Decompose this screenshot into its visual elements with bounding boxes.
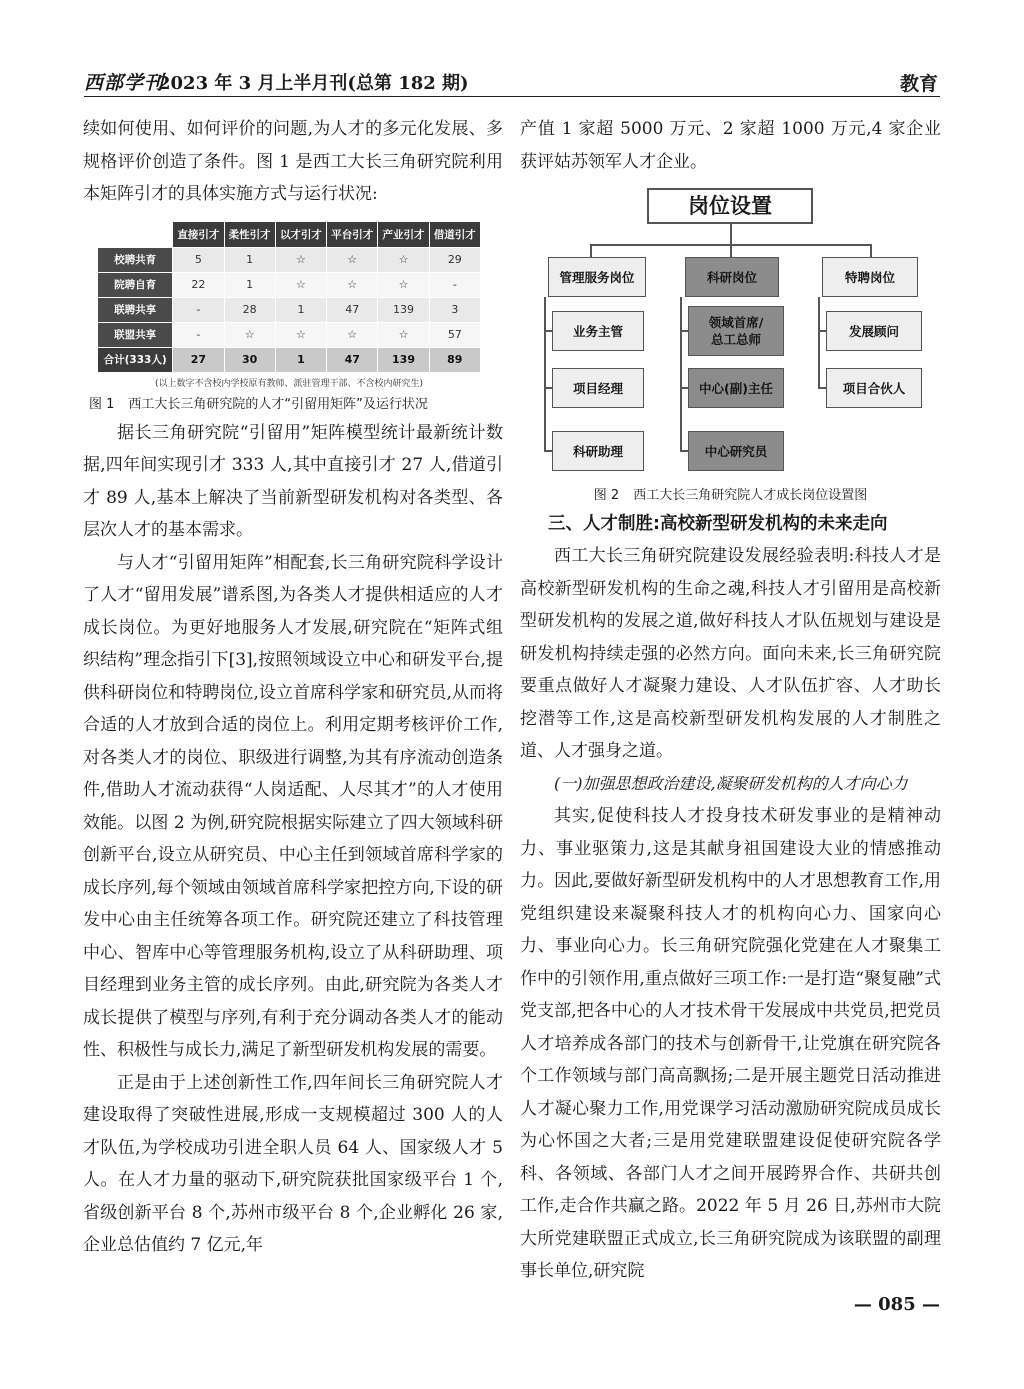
table-cell: ☆ bbox=[378, 247, 429, 272]
column-header: 借道引才 bbox=[429, 221, 480, 247]
paragraph: 产值 1 家超 5000 万元、2 家超 1000 万元,4 家企业获评姑苏领军人才企业。 bbox=[520, 119, 941, 172]
connector-line bbox=[680, 387, 688, 389]
connector-line bbox=[730, 244, 732, 257]
table-cell: 89 bbox=[429, 347, 480, 372]
child-box: 中心(副)主任 bbox=[688, 368, 784, 408]
figure-2-caption bbox=[520, 486, 941, 506]
page-number: — 085 — bbox=[853, 1294, 940, 1315]
paragraph: 与人才“引留用矩阵”相配套,长三角研究院科学设计了人才“留用发展”谱系图,为各类人才提供相适应的人才成长岗位。为更好地服务人才发展,研究院在“矩阵式组织结构”理念指引下[3],按照领域设立中心和研发平台,提供科研岗位和特聘岗位,设立首席科学家和研究员,从而将合适的人才放到合适的岗位上。利用定期考核评价工作,对各类人才的岗位、职级进行调整,为其有序流动创造条件,借助人才流动获得“人岗适配、人尽其才”的人才使用效能。以图 2 为例,研究院根据实际建立了四大领域科研创新平台,设立从研究员、中心主任到领域首席科学家的成长序列,每个领域由领域首席科学家把控方向,下设的研发中心由主任统筹各项工作。研究院还建立了科技管理中心、智库中心等管理服务机构,设立了从科研助理、项目经理到业务主管的成长序列。由此,研究院为各类人才成长提供了模型与序列,有利于充分调动各类人才的能动性、积极性与成长力,满足了新型研发机构发展的需要。 bbox=[83, 552, 503, 1060]
connector-line bbox=[590, 244, 592, 257]
table-cell: ☆ bbox=[275, 272, 326, 297]
paragraph: 西工大长三角研究院建设发展经验表明:科技人才是高校新型研发机构的生命之魂,科技人才引留用是高校新型研发机构的发展之道,做好科技人才队伍规划与建设是研发机构持续走强的必然方向。面向未来,长三角研究院要重点做好人才凝聚力建设、人才队伍扩容、人才助长挖潜等工作,这是高校新型研发机构发展的人才制胜之道、人才强身之道。 bbox=[520, 546, 941, 761]
child-box: 科研助理 bbox=[552, 431, 644, 471]
paragraph: 其实,促使科技人才投身技术研发事业的是精神动力、事业驱策力,这是其献身祖国建设大业的情感推动力。因此,要做好新型研发机构中的人才思想教育工作,用党组织建设来凝聚科技人才的机构向心力、国家向心力、事业向心力。长三角研究院强化党建在人才聚集工作中的引领作用,重点做好三项工作:一是打造“聚复融”式党支部,把各中心的人才技术骨干发展成中共党员,把党员人才培养成各部门的技术与创新骨干,让党旗在研究院各个工作领域与部门高高飘扬;二是开展主题党日活动推进人才凝心聚力工作,用党课学习活动激励研究院成员成长为心怀国之大者;三是用党建联盟建设促使研究院各学科、各领域、各部门人才之间开展跨界合作、共研共创工作,走合作共赢之路。2022 年 5 月 26 日,苏州市大院大所党建联盟正式成立,长三角研究院成为该联盟的副理事长单位,研究院 bbox=[520, 806, 941, 1281]
connector-line bbox=[818, 297, 820, 389]
connector-line bbox=[680, 330, 688, 332]
org-root-box: 岗位设置 bbox=[647, 188, 813, 224]
branch-box-special: 特聘岗位 bbox=[822, 257, 918, 297]
row-header: 校聘共育 bbox=[98, 247, 173, 272]
connector-line bbox=[680, 297, 682, 452]
column-header: 产业引才 bbox=[378, 221, 429, 247]
table-cell: ☆ bbox=[327, 322, 378, 347]
section-heading: 三、人才制胜:高校新型研发机构的未来走向 bbox=[548, 514, 888, 534]
table-total-row bbox=[98, 347, 481, 372]
section-name: 教育 bbox=[899, 73, 938, 95]
table-cell: 1 bbox=[224, 272, 275, 297]
connector-line bbox=[544, 297, 546, 452]
figure-1 bbox=[97, 221, 485, 389]
column-header: 以才引才 bbox=[275, 221, 326, 247]
table-cell: 1 bbox=[275, 347, 326, 372]
table-cell: 139 bbox=[378, 347, 429, 372]
table-cell: ☆ bbox=[224, 322, 275, 347]
journal-logo: 西部学刊 bbox=[84, 72, 165, 94]
table-cell: 1 bbox=[275, 297, 326, 322]
table-cell: - bbox=[173, 297, 224, 322]
connector-line bbox=[818, 330, 826, 332]
paragraph: 据长三角研究院“引留用”矩阵模型统计最新统计数据,四年间实现引才 333 人,其中直接引才 27 人,借道引才 89 人,基本上解决了当前新型研发机构对各类型、各层次人才的基本需求。 bbox=[83, 422, 503, 540]
table-cell: 57 bbox=[429, 322, 480, 347]
row-header: 合计(333人) bbox=[98, 347, 173, 372]
connector-line bbox=[870, 244, 872, 257]
table-cell: ☆ bbox=[275, 322, 326, 347]
branch-box-research: 科研岗位 bbox=[685, 257, 779, 297]
table-row bbox=[98, 272, 481, 297]
table-cell: - bbox=[173, 322, 224, 347]
table-cell: 3 bbox=[429, 297, 480, 322]
table-row bbox=[98, 322, 481, 347]
table-cell: 28 bbox=[224, 297, 275, 322]
figure-note: (以上数字不含校内学校原有教师、派驻管理干部、不含校内研究生) bbox=[154, 378, 424, 389]
column-header: 平台引才 bbox=[327, 221, 378, 247]
table-cell: 22 bbox=[173, 272, 224, 297]
left-column bbox=[83, 113, 503, 1262]
table-cell: 5 bbox=[173, 247, 224, 272]
figure-1-caption bbox=[83, 395, 503, 415]
issue-info: 2023 年 3 月上半月刊(总第 182 期) bbox=[158, 73, 469, 94]
right-column bbox=[520, 113, 941, 1288]
paragraph: 续如何使用、如何评价的问题,为人才的多元化发展、多规格评价创造了条件。图 1 是西工大长三角研究院利用本矩阵引才的具体实施方式与运行状况: bbox=[83, 119, 503, 204]
figure-2-org-chart bbox=[520, 184, 941, 484]
paragraph: 正是由于上述创新性工作,四年间长三角研究院人才建设取得了突破性进展,形成一支规模超过 300 人的人才队伍,为学校成功引进全职人员 64 人、国家级人才 5 人。在人才力量的驱动下,研究院获批国家级平台 1 个,省级创新平台 8 个,苏州市级平台 8 个,企业孵化 26 家,企业总估值约 7 亿元,年 bbox=[83, 1072, 503, 1255]
table-cell: ☆ bbox=[378, 322, 429, 347]
connector-line bbox=[544, 450, 552, 452]
subsection-heading: (一)加强思想政治建设,凝聚研发机构的人才向心力 bbox=[554, 773, 908, 793]
child-box: 中心研究员 bbox=[688, 431, 784, 471]
child-box: 项目合伙人 bbox=[826, 368, 922, 408]
child-box: 业务主管 bbox=[552, 311, 644, 351]
table-row bbox=[98, 297, 481, 322]
table-cell: 1 bbox=[224, 247, 275, 272]
table-cell: ☆ bbox=[327, 247, 378, 272]
table-cell: 29 bbox=[429, 247, 480, 272]
child-box: 领域首席/ 总工总师 bbox=[688, 306, 784, 356]
row-header: 联盟共享 bbox=[98, 322, 173, 347]
connector-line bbox=[544, 330, 552, 332]
column-header: 直接引才 bbox=[173, 221, 224, 247]
table-corner bbox=[98, 221, 173, 247]
talent-matrix-table bbox=[97, 221, 481, 373]
page-header bbox=[84, 66, 940, 97]
child-box: 发展顾问 bbox=[826, 311, 922, 351]
branch-box-management: 管理服务岗位 bbox=[548, 257, 646, 297]
table-cell: ☆ bbox=[275, 247, 326, 272]
table-cell: ☆ bbox=[378, 272, 429, 297]
table-cell: 139 bbox=[378, 297, 429, 322]
figure-caption-text: 西工大长三角研究院的人才“引留用矩阵”及运行状况 bbox=[128, 396, 428, 412]
table-cell: - bbox=[429, 272, 480, 297]
table-cell: 30 bbox=[224, 347, 275, 372]
figure-number: 图 2 bbox=[593, 488, 620, 503]
table-cell: 27 bbox=[173, 347, 224, 372]
table-cell: ☆ bbox=[327, 272, 378, 297]
table-row bbox=[98, 247, 481, 272]
column-header: 柔性引才 bbox=[224, 221, 275, 247]
table-cell: 47 bbox=[327, 347, 378, 372]
table-header-row bbox=[98, 221, 481, 247]
figure-number: 图 1 bbox=[89, 396, 115, 412]
figure-caption-text: 西工大长三角研究院人才成长岗位设置图 bbox=[633, 488, 868, 503]
connector-line bbox=[818, 387, 826, 389]
row-header: 联聘共享 bbox=[98, 297, 173, 322]
table-cell: 47 bbox=[327, 297, 378, 322]
row-header: 院聘自育 bbox=[98, 272, 173, 297]
connector-line bbox=[544, 387, 552, 389]
connector-line bbox=[680, 450, 688, 452]
child-box: 项目经理 bbox=[552, 368, 644, 408]
connector-line bbox=[730, 224, 732, 244]
